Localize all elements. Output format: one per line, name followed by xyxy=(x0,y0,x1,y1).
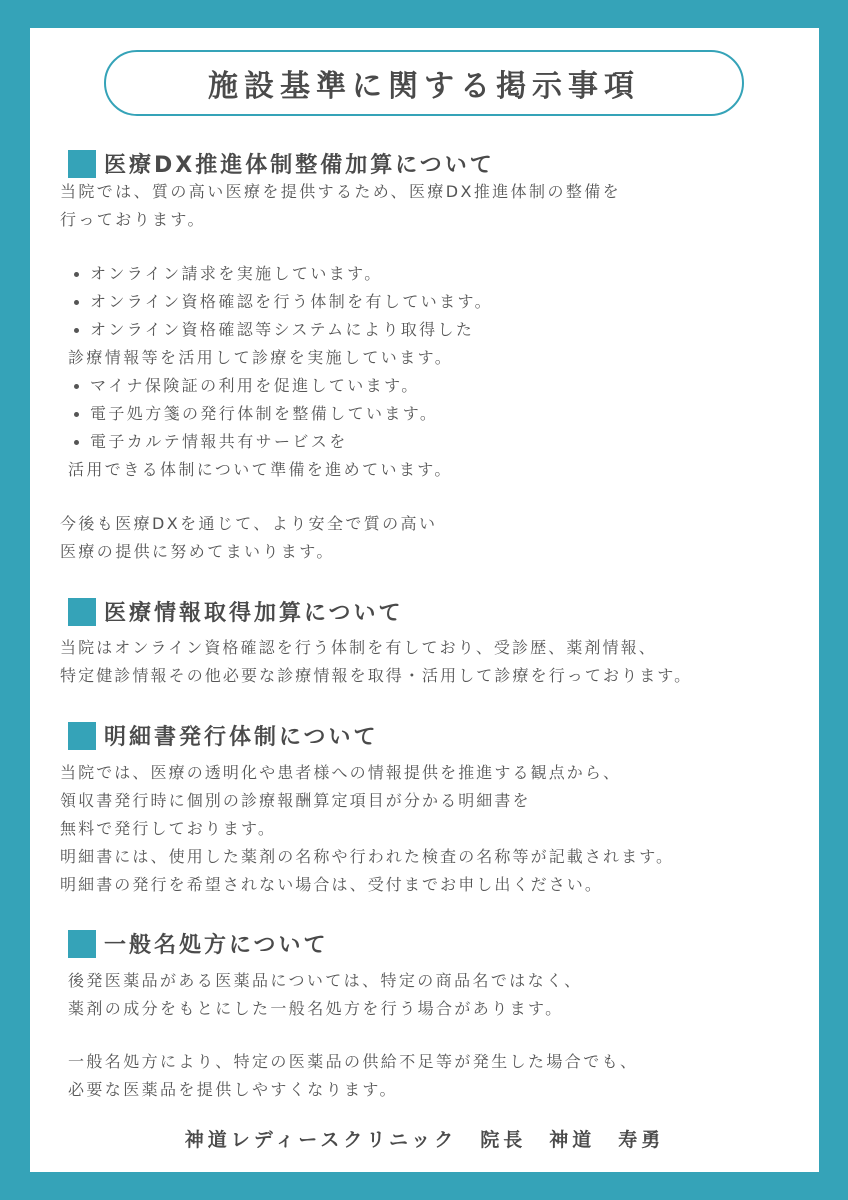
square-bullet-icon xyxy=(68,722,96,750)
bullet-dot-icon xyxy=(74,328,79,333)
section-heading-statement xyxy=(68,720,379,751)
list-item: 電子処方箋の発行体制を整備しています。 xyxy=(68,400,493,428)
section-heading-dx xyxy=(68,148,495,179)
section-outro-generic: 一般名処方により、特定の医薬品の供給不足等が発生した場合でも、 必要な医薬品を提供しやすくなります。 xyxy=(68,1052,639,1099)
section-title: 明細書発行体制について xyxy=(104,725,379,750)
bullet-dot-icon xyxy=(74,384,79,389)
page-title: 施設基準に関する掲示事項 xyxy=(208,69,640,104)
section-body-info: 当院はオンライン資格確認を行う体制を有しており、受診歴、薬剤情報、 特定健診情報その他必要な診療情報を取得・活用して診療を行っております。 xyxy=(60,638,693,685)
square-bullet-icon xyxy=(68,930,96,958)
bullet-dot-icon xyxy=(74,412,79,417)
list-item: マイナ保険証の利用を促進しています。 xyxy=(68,372,493,400)
section-title: 一般名処方について xyxy=(104,933,329,958)
section-heading-info xyxy=(68,596,404,627)
bullet-dot-icon xyxy=(74,440,79,445)
section-heading-generic xyxy=(68,928,329,959)
bullet-dot-icon xyxy=(74,300,79,305)
section-title: 医療情報取得加算について xyxy=(104,601,404,626)
section-body-statement: 当院では、医療の透明化や患者様への情報提供を推進する観点から、 領収書発行時に個別の診療報酬算定項目が分かる明細書を 無料で発行しております。 明細書には、使用した薬剤の名称や行われた検査の名称等が記載されます。 明細書の発行を希望されない場合は、受付までお申し出ください。 xyxy=(60,763,675,894)
list-item: オンライン資格確認を行う体制を有しています。 xyxy=(68,288,493,316)
section-title: 医療DX推進体制整備加算について xyxy=(104,153,495,178)
section-outro-dx: 今後も医療DXを通じて、より安全で質の高い 医療の提供に努めてまいります。 xyxy=(60,514,438,561)
section-intro-dx: 当院では、質の高い医療を提供するため、医療DX推進体制の整備を 行っております。 xyxy=(60,182,622,229)
title-banner xyxy=(104,50,744,116)
list-item: オンライン資格確認等システムにより取得した 診療情報等を活用して診療を実施しています。 xyxy=(68,320,475,367)
list-item: 電子カルテ情報共有サービスを 活用できる体制について準備を進めています。 xyxy=(68,432,453,479)
dx-bullet-list xyxy=(68,260,493,484)
bullet-dot-icon xyxy=(74,272,79,277)
clinic-signature: 神道レディースクリニック 院長 神道 寿勇 xyxy=(184,1129,665,1151)
square-bullet-icon xyxy=(68,150,96,178)
notice-sheet xyxy=(30,28,819,1172)
square-bullet-icon xyxy=(68,598,96,626)
list-item: オンライン請求を実施しています。 xyxy=(68,260,493,288)
section-body-generic: 後発医薬品がある医薬品については、特定の商品名ではなく、 薬剤の成分をもとにした一般名処方を行う場合があります。 xyxy=(68,971,583,1018)
